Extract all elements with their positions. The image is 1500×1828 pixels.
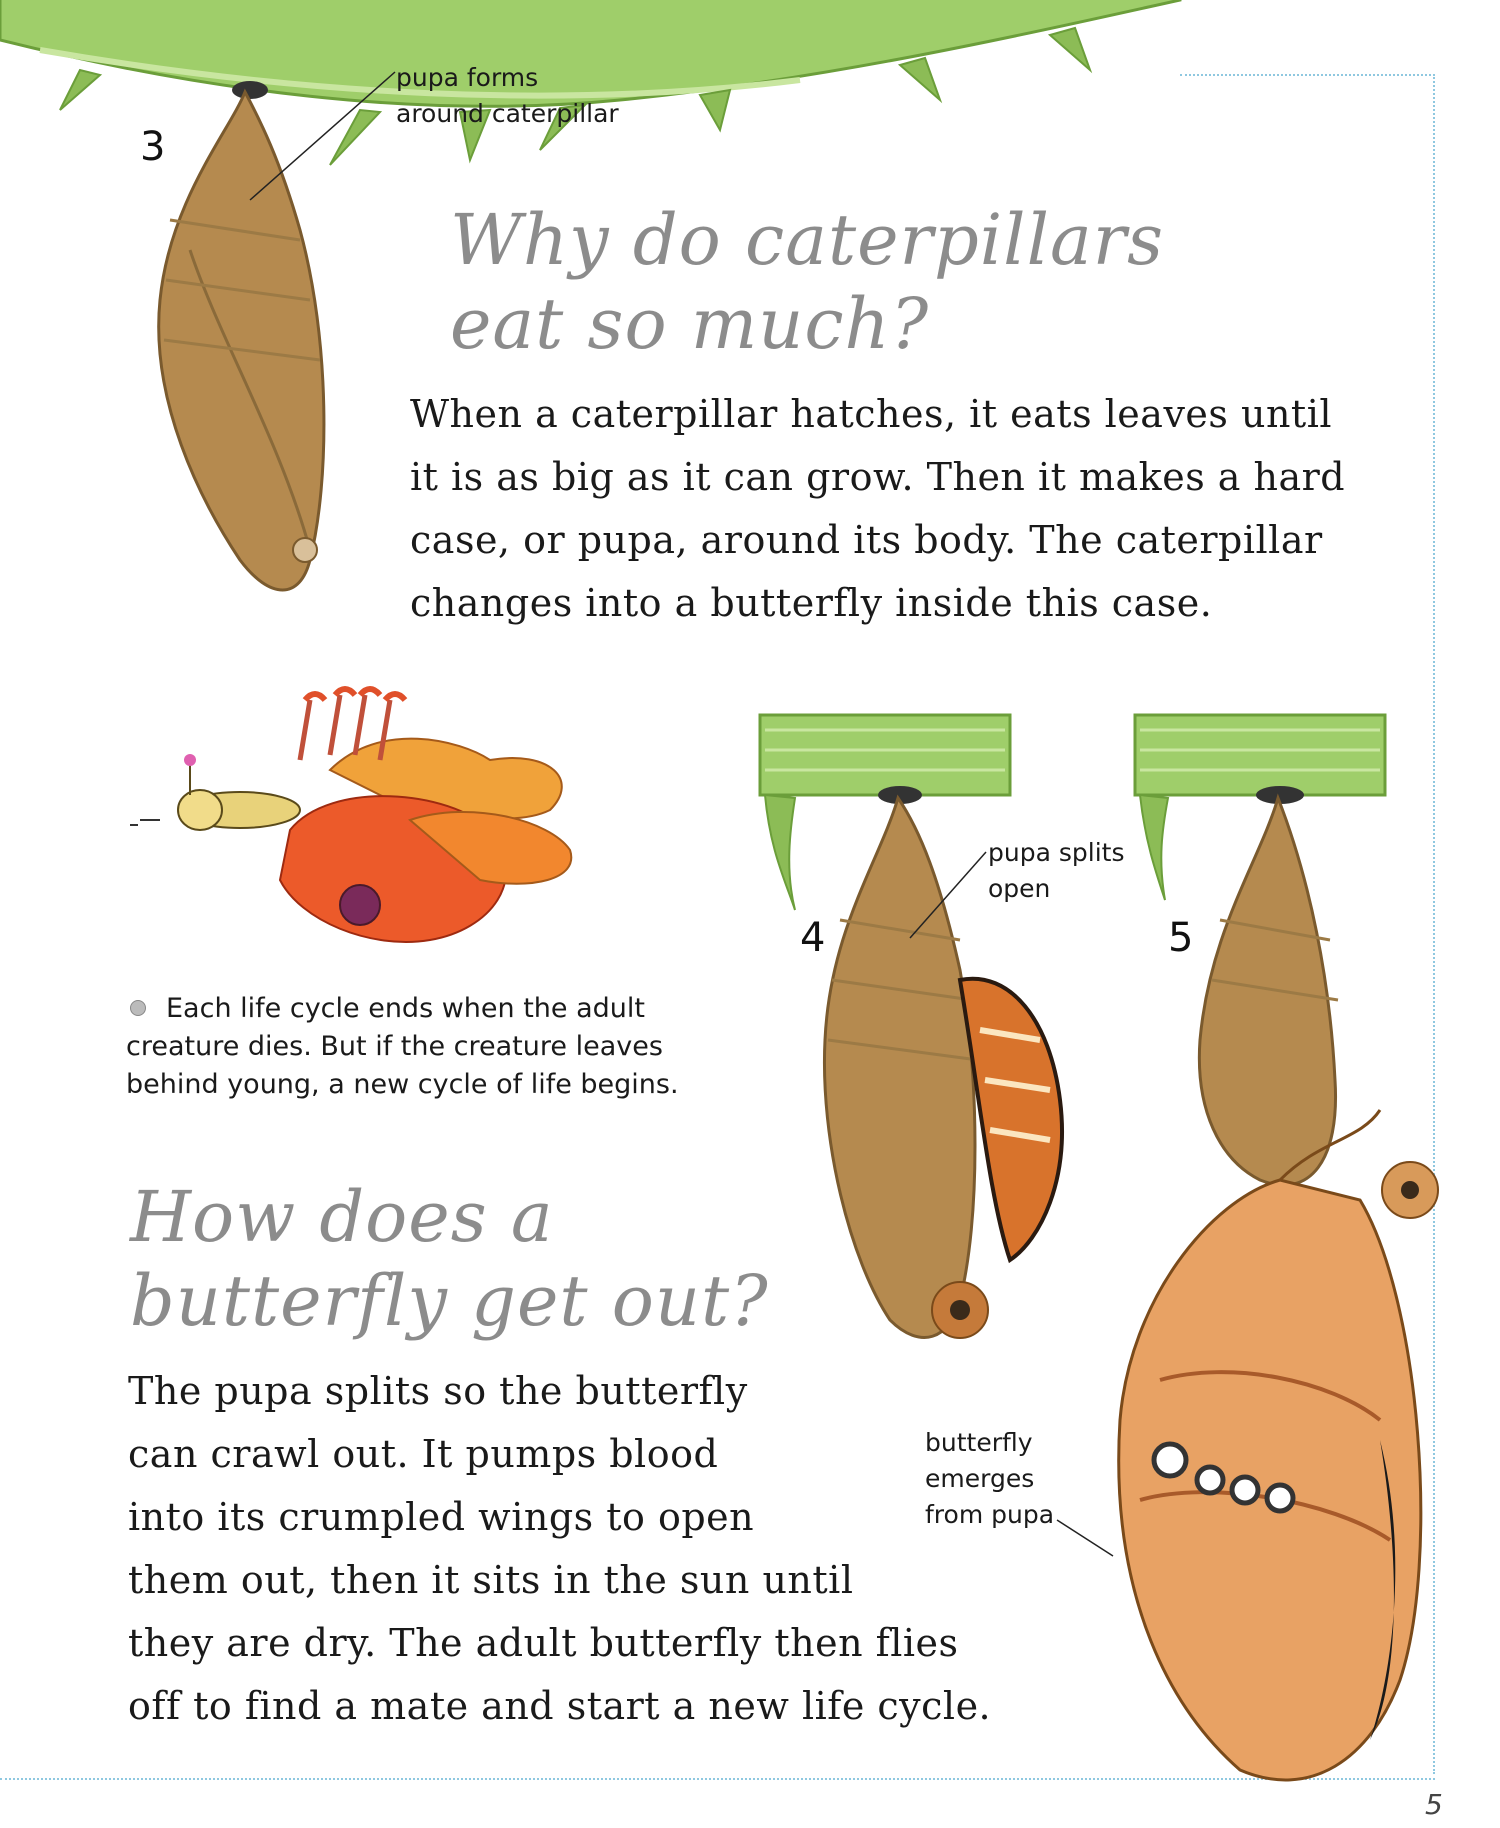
- life-cycle-caption: Each life cycle ends when the adult creature dies. But if the creature leaves behind young, a new cycle of life begins.: [126, 993, 679, 1100]
- body-why-caterpillars: When a caterpillar hatches, it eats leaves until it is as big as it can grow. Then it makes a hard case, or pupa, around its body. The caterpillar changes into a butterfly inside this case.: [410, 392, 1346, 625]
- label-pupa-splits: pupa splits open: [988, 838, 1125, 903]
- page-number: 5: [1425, 1788, 1443, 1821]
- label-pupa-forms: pupa forms around caterpillar: [396, 63, 619, 128]
- frame-top-line: [1180, 74, 1435, 76]
- bullet-icon: [130, 1000, 146, 1016]
- heading-why-caterpillars: Why do caterpillars eat so much?: [450, 199, 1165, 365]
- stage-number-4: 4: [800, 915, 826, 961]
- pupa-splits-leader-line: [908, 850, 988, 940]
- heading-how-butterfly-out: How does a butterfly get out?: [130, 1176, 769, 1342]
- pupa-forms-leader-line: [245, 70, 395, 210]
- butterfly-stage5-illustration: [1080, 780, 1480, 1810]
- dying-butterfly-cartoon: [130, 680, 590, 970]
- stage-number-3: 3: [140, 124, 166, 170]
- label-butterfly-emerges: butterfly emerges from pupa: [925, 1428, 1055, 1529]
- body-how-butterfly-out: The pupa splits so the butterfly can crawl out. It pumps blood into its crumpled wings to open them out, then it sits in the sun until they are dry. The adult butterfly then flies off to find a mate and start a new life cycle.: [128, 1369, 992, 1728]
- stage-number-5: 5: [1168, 915, 1194, 961]
